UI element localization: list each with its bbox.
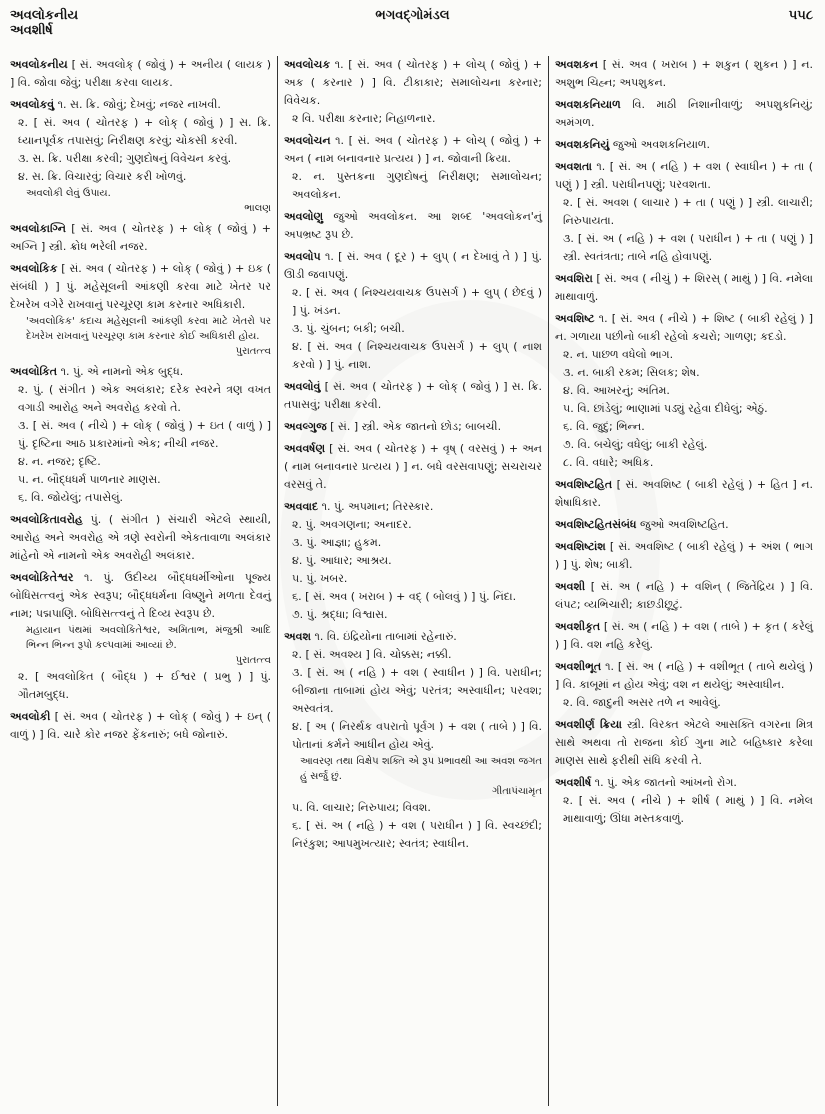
- citation-source: ભાલણ: [244, 203, 271, 214]
- definition-sense: ૫. વિ. છાંડેલું; ભાણામાં પડ્યું રહેવા દીધેલું; એઠું.: [563, 402, 768, 415]
- headword: અવવાદ: [284, 500, 319, 513]
- definition-sense: [ સં. અવ ( ચોતરફ ) + લોક્ ( જોવું ) ] સ. ક્રિ. તપાસવું; પરીક્ષા કરવી.: [284, 380, 542, 411]
- definition-sense: ૨. પું. ( સંગીત ) એક અલંકાર; દરેક સ્વરને ત્રણ વખત વગાડી આરોહ અને અવરોહ કરવો તે.: [18, 383, 271, 414]
- definition-sense: ૨. [ સં. અવ ( નીચે ) + શીર્ષ ( માથું ) ] વિ. નમેલ માથાવાળું; ઊંધા મસ્તકવાળું.: [563, 794, 813, 825]
- dictionary-entry: [555, 136, 813, 154]
- headword: અવશિષ્ટાંશ: [555, 540, 606, 553]
- definition-sense: ૬. વિ. જુદું; ભિન્ન.: [563, 420, 645, 433]
- dictionary-entry: [10, 220, 271, 256]
- dictionary-entry: [555, 716, 813, 770]
- dictionary-entry: [10, 260, 271, 359]
- definition-sense: ૧. પું. એ નામનો એક બુદ્ધ.: [60, 365, 184, 378]
- definition-sense: ૨. [ સં. અવશ ( લાચાર ) + તા ( પણું ) ] સ્ત્રી. લાચારી; નિરુપાયતા.: [563, 196, 813, 227]
- dictionary-entry: [284, 56, 542, 128]
- definition-sense: ૧. [ સં. અવ ( ચોતરફ ) + લોચ્ ( જોવું ) + અક ( કરનાર ) ] વિ. ટીકાકાર; સમાલોચના કરનાર; વિવેચક.: [284, 58, 542, 107]
- citation-quote: અવલોકી લેવું ઉપાય.: [26, 188, 111, 199]
- headword: અવશિરા: [555, 272, 593, 285]
- definition-sense: ૧. [ સં. અ ( નહિ ) + વશીભૂત ( તાબે થયેલું ) ] વિ. કાબૂમાં ન હોય એવું; વશ ન થયેલું; અસ્વાધીન.: [555, 660, 813, 691]
- citation-source: પુરાતત્ત્વ: [235, 655, 271, 666]
- definition-sense: ૧. [ સં. અ ( નહિ ) + વશ ( સ્વાધીન ) + તા ( પણું ) ] સ્ત્રી. પરાધીનપણું; પરવશતા.: [555, 160, 813, 191]
- dictionary-entry: [10, 363, 271, 507]
- headword: અવશકનિયાળ: [555, 98, 621, 111]
- headword: અવલોચક: [284, 58, 331, 71]
- definition-sense: ૫. વિ. લાચાર; નિરુપાય; વિવશ.: [292, 801, 431, 814]
- headword: અવલોચન: [284, 134, 331, 147]
- definition-sense: ૩. સ. ક્રિ. પરીક્ષા કરવી; ગુણદોષનું વિવેચન કરવું.: [18, 152, 232, 165]
- definition-sense: ૪. સ. ક્રિ. વિચારવું; વિચાર કરી ખોળવું.: [18, 170, 187, 183]
- headword: અવલોકિતેશ્વર: [10, 571, 74, 584]
- headword: અવલોકિક: [10, 262, 58, 275]
- headword: અવલોકનીય: [10, 58, 68, 71]
- headword: અવશકનિયું: [555, 138, 610, 151]
- definition-sense: સ્ત્રી. વિરક્ત એટલે આસક્તિ વગરના મિત્ર સાથે અથવા તો રાજના કોઈ ગુના માટે બહિષ્કાર કરેલા માણસ સાથે ફરીથી સંધિ કરવી તે.: [555, 718, 813, 767]
- definition-sense: [ સં. અવ ( ચોતરફ ) + લોક્ ( જોવું ) + અગ્નિ ] સ્ત્રી. ક્રોધ ભરેલી નજર.: [10, 222, 271, 253]
- headword: અવશકન: [555, 58, 598, 71]
- definition-sense: ૬. વિ. જોયેલું; તપાસેલું.: [18, 491, 124, 504]
- dictionary-entry: [10, 708, 271, 744]
- headword: અવલોકાગ્નિ: [10, 222, 66, 235]
- definition-sense: ૭. પું. શ્રદ્ધા; વિશ્વાસ.: [292, 608, 388, 621]
- citation-source: પુરાતત્ત્વ: [235, 346, 271, 357]
- definition-sense: ૩. [ સં. અવ ( નીચે ) + લોક્ ( જોવું ) + ઇત ( વાળું ) ] પું. દૃષ્ટિના આઠ પ્રકારમાંનો એક; નીચી નજર.: [18, 419, 271, 450]
- dictionary-entry: [555, 578, 813, 614]
- headword: અવશ: [284, 630, 311, 643]
- definition-sense: [ સં. અવશિષ્ટ ( બાકી રહેલું ) + અંશ ( ભાગ ) ] પું. શેષ; બાકી.: [555, 540, 813, 571]
- dictionary-entry: [10, 511, 271, 565]
- dictionary-entry: [555, 158, 813, 266]
- definition-sense: [ સં. અવ ( ચોતરફ ) + વૃષ્ ( વરસવું ) + અન ( નામ બનાવનાર પ્રત્યય ) ] ન. બધે વરસવાપણું; સચરાચર વરસવું તે.: [284, 442, 543, 491]
- definition-sense: ૩. [ સં. અ ( નહિ ) + વશ ( સ્વાધીન ) ] વિ. પરાધીન; બીજાના તાબામાં હોય એવું; પરતંત્ર; અસ્વાધીન; પરવશ; અસ્વતંત્ર.: [292, 666, 542, 715]
- headword: અવલોકિતાવરોહ: [10, 513, 83, 526]
- definition-sense: [ સં. ] સ્ત્રી. એક જાતનો છોડ; બાબચી.: [330, 420, 502, 433]
- column-2: [277, 56, 548, 1106]
- dictionary-entry: [10, 56, 271, 92]
- headword: અવશિષ્ટ: [555, 312, 595, 325]
- definition-sense: [ સં. અ ( નહિ ) + વશ ( તાબે ) + કૃત ( કરેલું ) ] વિ. વશ નહિ કરેલું.: [555, 620, 813, 651]
- citation-quote: 'અવલોકિક' કદાચ મહેસૂલની આંકણી કરવા માટે ખેતરો પર દેખરેખ રાખવાનું પરચૂરણ કામ કરનાર કોઈ અધિકારી હોય.: [26, 316, 271, 342]
- definition-sense: જુઓ અવશિષ્ટહિત.: [640, 518, 729, 531]
- dictionary-entry: [555, 476, 813, 512]
- definition-sense: ૫. પું. ખબર.: [292, 572, 348, 585]
- headword: અવશિષ્ટહિતસંબંધ: [555, 518, 637, 531]
- dictionary-entry: [284, 248, 542, 374]
- headword: અવશીર્ષ: [555, 776, 592, 789]
- page-number: ૫૫૮: [788, 8, 813, 23]
- definition-sense: ૩. ન. બાકી રકમ; સિલક; શેષ.: [563, 366, 700, 379]
- definition-sense: ૨. ન. પાછળ વધેલો ભાગ.: [563, 348, 674, 361]
- headword: અવલોણુ: [284, 210, 324, 223]
- column-1: [6, 56, 277, 1106]
- dictionary-entry: [284, 418, 542, 436]
- headword: અવલોપ: [284, 250, 321, 263]
- guide-word-last: અવશીર્ષ: [10, 23, 53, 38]
- definition-sense: ૭. વિ. બચેલું; વધેલું; બાકી રહેલું.: [563, 438, 708, 451]
- dictionary-entry: [555, 56, 813, 92]
- definition-sense: ૮. વિ. વધારે; અધિક.: [563, 456, 654, 469]
- dictionary-entry: [555, 618, 813, 654]
- definition-sense: ૧. પું. ઉદીચ્ય બૌદ્ધધર્મીઓના પૂજ્ય બોધિસત્ત્વનું એક સ્વરૂપ; બૌદ્ધધર્મના વિષ્ણુને મળતા દેવનું નામ; પદ્મપાણિ. બોધિસત્ત્વનું તે દિવ્ય સ્વરૂપ છે.: [10, 571, 271, 620]
- definition-sense: જુઓ અવલોકન. આ શબ્દ 'અવલોકન'નું અપભ્રષ્ટ રૂપ છે.: [284, 210, 542, 241]
- headword: અવલ્ગુજ: [284, 420, 327, 433]
- dictionary-entry: [284, 132, 542, 204]
- definition-sense: ૨. પું. અવગણના; અનાદર.: [292, 518, 412, 531]
- definition-sense: વિ. માઠી નિશાનીવાળું; અપશુકનિયું; અમંગળ.: [555, 98, 813, 129]
- definition-sense: ૪. [ અ ( નિરર્થક વપરાતો પૂર્વગ ) + વશ ( તાબે ) ] વિ. પોતાનાં કર્મને આધીન હોય એવું.: [292, 720, 542, 751]
- definition-sense: ૨. [ સં. અવ ( નિશ્ચયવાચક ઉપસર્ગ ) + લુપ્ ( છેદવું ) ] પું. ખંડન.: [292, 286, 542, 317]
- citation-quote: આવરણ તથા વિક્ષેપ શક્તિ એ રૂપ પ્રભાવથી આ અવશ જગત હું સર્જું છું.: [300, 756, 542, 782]
- definition-sense: ૪. ન. નજર; દૃષ્ટિ.: [18, 455, 101, 468]
- dictionary-entry: [10, 569, 271, 704]
- headword: અવશીભૂત: [555, 660, 602, 673]
- definition-sense: ૧. વિ. ઇંદ્રિયોના તાબામાં રહેનારું.: [314, 630, 457, 643]
- dictionary-columns: [6, 56, 819, 1106]
- dictionary-entry: [555, 538, 813, 574]
- headword: અવશીકૃત: [555, 620, 601, 633]
- definition-sense: [ સં. અવલોક્ ( જોવું ) + અનીય ( લાયક ) ] વિ. જોવા જેવું; પરીક્ષા કરવા લાયક.: [10, 58, 271, 89]
- definition-sense: ૨. વિ. જાદુની અસર તળે ન આવેલું.: [563, 696, 721, 709]
- headword: અવશિષ્ટહિત: [555, 478, 613, 491]
- definition-sense: ૩. [ સં. અ ( નહિ ) + વશ ( પરાધીન ) + તા ( પણું ) ] સ્ત્રી. સ્વતંત્રતા; તાબે નહિ હોવાપણું.: [563, 232, 813, 263]
- definition-sense: ૫. ન. બૌદ્ધધર્મ પાળનાર માણસ.: [18, 473, 161, 486]
- column-3: [548, 56, 819, 1106]
- definition-sense: ૨. [ અવલોકિત ( બૌદ્ધ ) + ઈશ્વર ( પ્રભુ ) ] પું. ગૌતમબુદ્ધ.: [18, 670, 271, 701]
- definition-sense: જુઓ અવશકનિયાળ.: [612, 138, 710, 151]
- citation-quote: મહાયાન પંથમાં અવલોકિતેશ્વર, અમિતાભ, મંજુશ્રી આદિ ભિન્ન ભિન્ન રૂપો કલ્પવામાં આવ્યાં છે.: [26, 625, 271, 651]
- definition-sense: ૧. પું. એક જાતનો આંખનો રોગ.: [594, 776, 737, 789]
- definition-sense: ૪. વિ. આખરનું; અંતિમ.: [563, 384, 670, 397]
- book-title: ભગવદ્ગોમંડલ: [375, 8, 450, 23]
- dictionary-entry: [284, 378, 542, 414]
- definition-sense: ૧. [ સં. અવ ( દૂર ) + લુપ્ ( ન દેખાવું તે ) ] પું. ઊડી જવાપણું.: [284, 250, 542, 281]
- headword: અવશતા: [555, 160, 592, 173]
- definition-sense: ૧. પું. અપમાન; તિરસ્કાર.: [321, 500, 434, 513]
- headword: અવલોકવું: [10, 98, 55, 111]
- definition-sense: ૧. [ સં. અવ ( નીચે ) + શિષ્ટ ( બાકી રહેલું ) ] ન. ગળાયા પછીનો બાકી રહેલો કચરો; ગાળણ; કદડો.: [555, 312, 813, 343]
- definition-sense: ૧. સ. ક્રિ. જોવું; દેખવું; નજર નાખવી.: [57, 98, 221, 111]
- dictionary-entry: [555, 96, 813, 132]
- dictionary-entry: [284, 440, 542, 494]
- dictionary-entry: [284, 498, 542, 624]
- headword: અવલોવું: [284, 380, 321, 393]
- definition-sense: [ સં. અવ ( ચોતરફ ) + લોક્ ( જોવું ) + ઇન્ ( વાળું ) ] વિ. ચારે કોર નજર ફેંકનારું; બધે જોનારું.: [10, 710, 271, 741]
- headword: અવશીર્ણ ક્રિયા: [555, 718, 622, 731]
- citation-source: ગીતાપંચામૃત: [492, 786, 542, 797]
- headword: અવલોકી: [10, 710, 51, 723]
- dictionary-entry: [555, 774, 813, 828]
- dictionary-entry: [555, 516, 813, 534]
- dictionary-entry: [284, 628, 542, 853]
- definition-sense: ૩. પું. આજ્ઞા; હુકમ.: [292, 536, 382, 549]
- definition-sense: ૧. [ સં. અવ ( ચોતરફ ) + લોચ્ ( જોવું ) + અન ( નામ બનાવનાર પ્રત્યય ) ] ન. જોવાની ક્રિયા.: [284, 134, 542, 165]
- guide-word-first: અવલોકનીય: [10, 8, 79, 23]
- headword: અવશી: [555, 580, 586, 593]
- dictionary-entry: [555, 310, 813, 472]
- definition-sense: ૨. [ સં. અવ ( ચોતરફ ) + લોક્ ( જોવું ) ] સ. ક્રિ. ધ્યાનપૂર્વક તપાસવું; નિરીક્ષણ કરવું; ચોકસી કરવી.: [18, 116, 271, 147]
- definition-sense: [ સં. અવ ( નીચું ) + શિરસ્ ( માથું ) ] વિ. નમેલા માથાવાળું.: [555, 272, 814, 303]
- dictionary-entry: [555, 270, 813, 306]
- definition-sense: ૨. [ સં. અવશ્ય ] વિ. ચોક્કસ; નક્કી.: [292, 648, 452, 661]
- dictionary-entry: [284, 208, 542, 244]
- definition-sense: [ સં. અવ ( ખરાબ ) + શકુન ( શુકન ) ] ન. અશુભ ચિહ્ન; અપશુકન.: [555, 58, 814, 89]
- definition-sense: ૬. [ સં. અવ ( ખરાબ ) + વદ્ ( બોલવું ) ] પું. નિંદા.: [292, 590, 517, 603]
- headword: અવવર્ષણ: [284, 442, 326, 455]
- definition-sense: [ સં. અ ( નહિ ) + વશિન્ ( જિતેંદ્રિય ) ] વિ. લંપટ; વ્યભિચારી; કાછડીછૂટું.: [555, 580, 813, 611]
- definition-sense: ૪. [ સં. અવ ( નિશ્ચયવાચક ઉપસર્ગ ) + લુપ્ ( નાશ કરવો ) ] પું. નાશ.: [292, 340, 542, 371]
- definition-sense: ૪. પું. આધાર; આશ્રય.: [292, 554, 392, 567]
- definition-sense: ૩. પું. ચુંબન; બકી; બચી.: [292, 322, 405, 335]
- definition-sense: [ સં. અવ ( ચોતરફ ) + લોક્ ( જોવું ) + ઇક ( સંબંધી ) ] પું. મહેસૂલની આંકણી કરવા માટે ખેતર પર દેખરેખ વગેરે રાખવાનું પરચૂરણ કામ કરનાર અધિકારી.: [10, 262, 271, 311]
- definition-sense: પું. ( સંગીત ) સંચારી એટલે સ્થાયી, આરોહ અને અવરોહ એ ત્રણે સ્વરોની એકતાવાળા અલંકાર માંહેનો એ નામનો એક અવરોહી અલંકાર.: [10, 513, 271, 562]
- definition-sense: ૨ વિ. પરીક્ષા કરનાર; નિહાળનાર.: [292, 112, 436, 125]
- headword: અવલોકિત: [10, 365, 58, 378]
- page-header: [0, 0, 825, 56]
- dictionary-entry: [555, 658, 813, 712]
- definition-sense: [ સં. અવશિષ્ટ ( બાકી રહેલું ) + હિત ] ન. શેષાધિકાર.: [555, 478, 813, 509]
- definition-sense: ૬. [ સં. અ ( નહિ ) + વશ ( પરાધીન ) ] વિ. સ્વચ્છંદી; નિરંકુશ; આપમુખત્યાર; સ્વતંત્ર; સ્વાધીન.: [292, 819, 542, 850]
- definition-sense: ૨. ન. પુસ્તકના ગુણદોષનું નિરીક્ષણ; સમાલોચન; અવલોકન.: [292, 170, 542, 201]
- dictionary-entry: [10, 96, 271, 216]
